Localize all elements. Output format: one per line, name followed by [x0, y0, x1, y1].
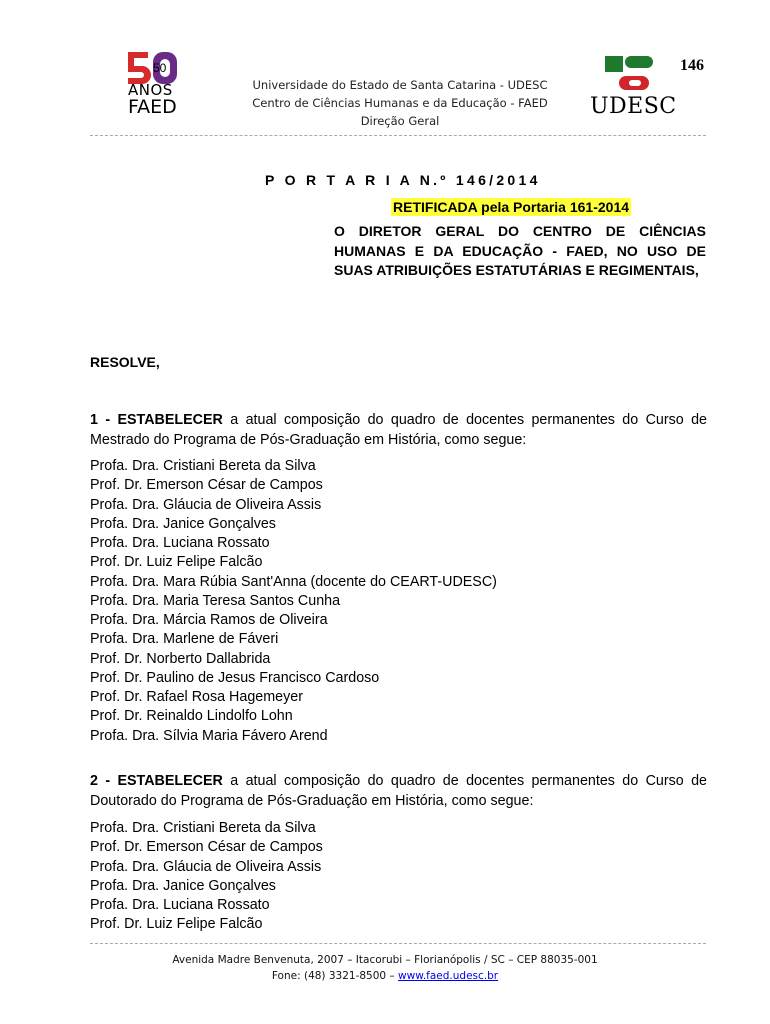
header-divider: [90, 135, 706, 136]
page-number: 146: [680, 57, 704, 74]
item-2-lead: 2 - ESTABELECER: [90, 773, 223, 789]
institution-header: [225, 76, 575, 130]
list-item: Prof. Dr. Reinaldo Lindolfo Lohn: [90, 708, 293, 725]
item-1-paragraph: [90, 411, 707, 450]
list-item: Prof. Dr. Emerson César de Campos: [90, 839, 323, 856]
resolve-heading: RESOLVE,: [90, 354, 160, 370]
footer-contact: [0, 970, 770, 982]
list-item: Prof. Dr. Luiz Felipe Falcão: [90, 916, 263, 933]
item-1-text: a atual composição do quadro de docentes permanentes do Curso de Mestrado do Programa de Pós-Graduação em História, como segue:: [90, 412, 707, 448]
header-line-center: Centro de Ciências Humanas e da Educação - FAED: [252, 96, 548, 110]
udesc-logo-text: UDESC: [590, 94, 677, 119]
item-2-text: a atual composição do quadro de docentes permanentes do Curso de Doutorado do Programa de Pós-Graduação em História, como segue:: [90, 773, 707, 809]
logo-anos-text: ANOS: [128, 81, 173, 99]
document-title: P O R T A R I A N.º 146/2014: [265, 172, 541, 188]
item-1-faculty-list: [90, 457, 707, 746]
director-preamble: O DIRETOR GERAL DO CENTRO DE CIÊNCIAS HUMANAS E DA EDUCAÇÃO - FAED, NO USO DE SUAS ATRIBUIÇÕES ESTATUTÁRIAS E REGIMENTAIS,: [334, 223, 706, 278]
logo-number: 50: [153, 61, 167, 75]
footer-website-link[interactable]: www.faed.udesc.br: [398, 970, 499, 982]
list-item: Prof. Dr. Rafael Rosa Hagemeyer: [90, 689, 303, 705]
header-line-direction: Direção Geral: [360, 114, 440, 128]
item-1-lead: 1 - ESTABELECER: [90, 412, 223, 428]
list-item: Prof. Dr. Luiz Felipe Falcão: [90, 554, 263, 571]
list-item: Profa. Dra. Cristiani Bereta da Silva: [90, 820, 316, 836]
footer-divider: [90, 943, 706, 944]
item-2-paragraph: [90, 772, 707, 811]
footer-address: Avenida Madre Benvenuta, 2007 – Itacorubi – Florianópolis / SC – CEP 88035-001: [172, 954, 598, 966]
retificada-highlight: RETIFICADA pela Portaria 161-2014: [393, 199, 630, 215]
list-item: Profa. Dra. Maria Teresa Santos Cunha: [90, 592, 341, 609]
logo-faed-text: FAED: [128, 96, 177, 118]
list-item: Profa. Dra. Janice Gonçalves: [90, 515, 276, 532]
list-item: Profa. Dra. Sílvia Maria Fávero Arend: [90, 727, 328, 744]
list-item: Prof. Dr. Paulino de Jesus Francisco Cardoso: [90, 669, 380, 686]
list-item: Profa. Dra. Luciana Rossato: [90, 897, 270, 913]
list-item: Profa. Dra. Cristiani Bereta da Silva: [90, 458, 316, 474]
header-line-university: Universidade do Estado de Santa Catarina - UDESC: [252, 78, 548, 92]
list-item: Profa. Dra. Marlene de Fáveri: [90, 631, 279, 648]
list-item: Profa. Dra. Janice Gonçalves: [90, 877, 276, 894]
list-item: Profa. Dra. Gláucia de Oliveira Assis: [90, 496, 322, 513]
list-item: Prof. Dr. Norberto Dallabrida: [90, 650, 271, 667]
list-item: Profa. Dra. Mara Rúbia Sant'Anna (docente do CEART-UDESC): [90, 573, 497, 590]
list-item: Prof. Dr. Emerson César de Campos: [90, 477, 323, 494]
footer-phone: Fone: (48) 3321-8500 –: [271, 970, 399, 982]
list-item: Profa. Dra. Gláucia de Oliveira Assis: [90, 858, 322, 875]
list-item: Profa. Dra. Luciana Rossato: [90, 535, 270, 551]
item-2-faculty-list: [90, 819, 707, 935]
list-item: Profa. Dra. Márcia Ramos de Oliveira: [90, 612, 328, 628]
